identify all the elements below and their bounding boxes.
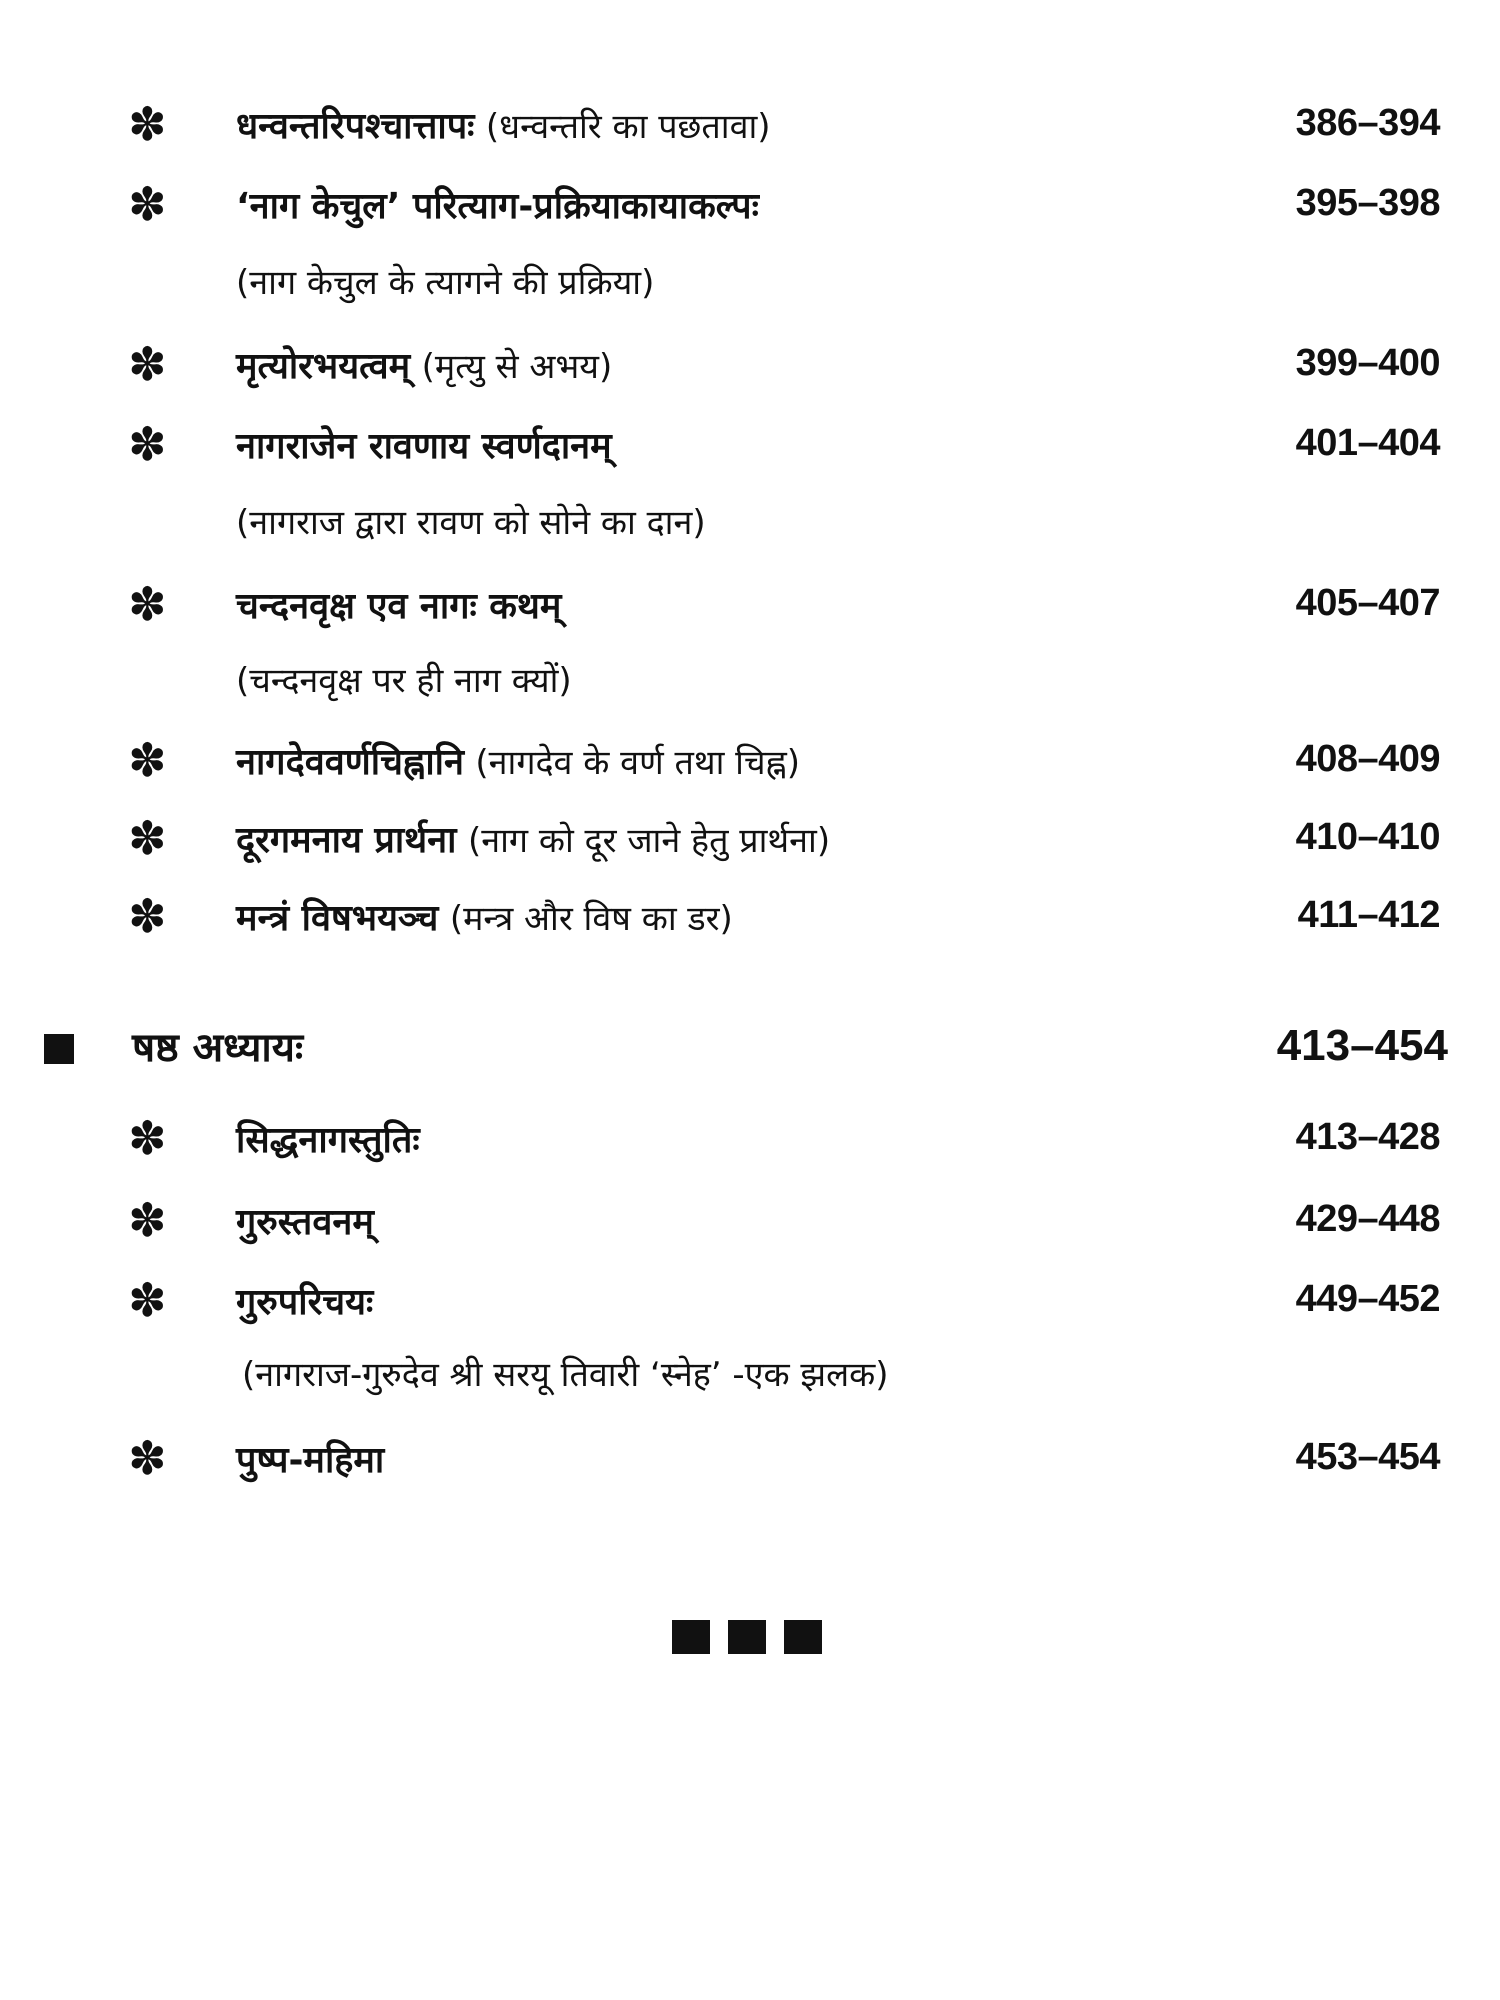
toc-entry [0,414,1500,474]
entry-title [236,1116,420,1166]
section-end-ornament [672,1620,828,1654]
entry-title-sanskrit: चन्दनवृक्ष एव नागः कथम् [236,586,562,627]
entry-title-sanskrit: मन्त्रं विषभयञ्च [236,898,439,939]
entry-page-range: 449–452 [1295,1278,1440,1320]
entry-page-range: 411–412 [1297,894,1440,936]
entry-title-sanskrit: सिद्धनागस्तुतिः [236,1120,420,1161]
asterisk-bullet-icon: ✽ [128,889,167,943]
asterisk-bullet-icon: ✽ [128,97,167,151]
entry-title-sanskrit: मृत्योरभयत्वम् [236,346,411,387]
entry-page-range: 399–400 [1295,342,1440,384]
entry-subtitle: (नागराज-गुरुदेव श्री सरयू तिवारी ‘स्नेह’ -एक झलक) [242,1355,889,1395]
entry-title-sanskrit: दूरगमनाय प्रार्थना [236,820,457,861]
entry-title-gloss: (नाग को दूर जाने हेतु प्रार्थना) [467,821,831,861]
square-ornament-icon [728,1620,766,1654]
entry-title [236,816,830,866]
entry-title-sanskrit: नागराजेन रावणाय स्वर्णदानम् [236,426,612,467]
toc-entry [0,808,1500,868]
entry-page-range: 413–428 [1295,1116,1440,1158]
entry-title-sanskrit: गुरुस्तवनम् [236,1202,374,1243]
entry-page-range: 405–407 [1295,582,1440,624]
entry-subtitle: (नागराज द्वारा रावण को सोने का दान) [236,503,706,543]
toc-entry [0,334,1500,394]
chapter-heading [0,1012,1500,1082]
entry-title [236,738,800,788]
entry-title-gloss: (मृत्यु से अभय) [421,347,613,387]
toc-entry [0,174,1500,234]
square-ornament-icon [784,1620,822,1654]
entry-title [236,1198,374,1248]
asterisk-bullet-icon: ✽ [128,811,167,865]
square-ornament-icon [672,1620,710,1654]
asterisk-bullet-icon: ✽ [128,1193,167,1247]
toc-entry [0,1428,1500,1488]
toc-entry [0,1108,1500,1168]
entry-title [236,1436,384,1486]
entry-title-gloss: (नागदेव के वर्ण तथा चिह्न) [475,743,800,783]
asterisk-bullet-icon: ✽ [128,1273,167,1327]
entry-title [236,582,561,632]
toc-entry [0,1190,1500,1250]
entry-title-sanskrit: धन्वन्तरिपश्चात्तापः [236,106,475,147]
entry-page-range: 386–394 [1295,102,1440,144]
chapter-title: षष्ठ अध्यायः [132,1025,304,1071]
entry-title [236,1278,373,1328]
entry-page-range: 395–398 [1295,182,1440,224]
entry-title [236,102,771,152]
entry-title [236,422,612,472]
entry-title [236,894,733,944]
toc-entry [0,94,1500,154]
asterisk-bullet-icon: ✽ [128,733,167,787]
entry-title-gloss: (मन्त्र और विष का डर) [449,899,733,939]
asterisk-bullet-icon: ✽ [128,177,167,231]
toc-entry [0,574,1500,634]
chapter-page-range: 413–454 [1276,1021,1448,1070]
entry-title-sanskrit: नागदेववर्णचिह्नानि [236,742,464,783]
asterisk-bullet-icon: ✽ [128,337,167,391]
entry-page-range: 453–454 [1295,1436,1440,1478]
entry-page-range: 408–409 [1295,738,1440,780]
entry-title [236,342,612,392]
entry-title-sanskrit: गुरुपरिचयः [236,1282,374,1323]
square-bullet-icon [44,1034,74,1064]
entry-page-range: 410–410 [1295,816,1440,858]
toc-entry [0,730,1500,790]
asterisk-bullet-icon: ✽ [128,1111,167,1165]
entry-title [236,182,759,232]
toc-entry [0,886,1500,946]
entry-title-sanskrit: ‘नाग केचुल’ परित्याग-प्रक्रियाकायाकल्पः [236,186,759,227]
entry-page-range: 429–448 [1295,1198,1440,1240]
entry-page-range: 401–404 [1295,422,1440,464]
entry-title-gloss: (धन्वन्तरि का पछतावा) [485,107,771,147]
entry-subtitle: (चन्दनवृक्ष पर ही नाग क्यों) [236,661,572,701]
entry-subtitle: (नाग केचुल के त्यागने की प्रक्रिया) [236,263,655,303]
asterisk-bullet-icon: ✽ [128,1431,167,1485]
toc-entry [0,1270,1500,1330]
asterisk-bullet-icon: ✽ [128,417,167,471]
asterisk-bullet-icon: ✽ [128,577,167,631]
entry-title-sanskrit: पुष्प-महिमा [236,1440,385,1481]
